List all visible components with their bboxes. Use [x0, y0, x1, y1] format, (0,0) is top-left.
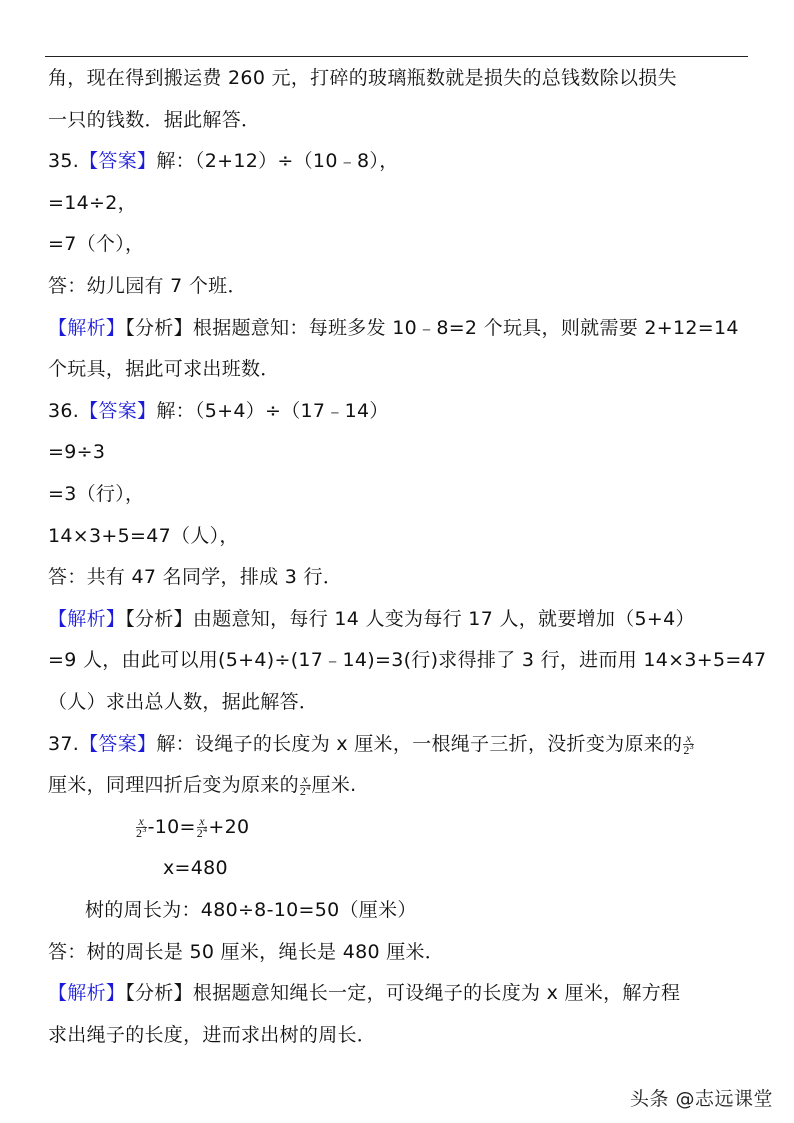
- text-line: [48, 482, 144, 506]
- fraction: [683, 730, 694, 757]
- text-line: [48, 440, 105, 464]
- text-line: [48, 149, 399, 173]
- text-segment: 解：设绳子的长度为 x 厘米，一根绳子三折，没折变为原来的: [156, 732, 683, 755]
- text-segment: 个玩具，据此可求出班数．: [48, 358, 280, 381]
- denominator-base: 2: [683, 742, 690, 757]
- denominator-exponent: 4: [306, 783, 311, 793]
- denominator-exponent: 4: [203, 824, 208, 834]
- watermark: 头条 @志远课堂: [630, 1088, 774, 1110]
- text-segment: 答：幼儿园有 7 个班．: [48, 275, 247, 297]
- text-segment: 解：（2+12）÷（10﹣8），: [156, 150, 399, 173]
- fraction-numerator: x: [685, 730, 692, 745]
- denominator-exponent: 3: [689, 741, 694, 751]
- section-label: 【解析】: [48, 316, 126, 339]
- fraction-denominator: [300, 785, 311, 797]
- text-line: [48, 274, 247, 298]
- denominator-exponent: 3: [142, 824, 147, 834]
- text-segment: 37.: [48, 732, 80, 755]
- text-segment: 答：共有 47 名同学，排成 3 行．: [48, 566, 343, 589]
- text-line: [48, 357, 280, 381]
- fraction-numerator: x: [199, 813, 205, 828]
- text-segment: 解：（5+4）÷（17﹣14）: [156, 399, 389, 422]
- text-line: [48, 191, 137, 215]
- text-segment: （人）求出总人数，据此解答．: [48, 691, 319, 713]
- text-segment: =9 人，由此可以用(5+4)÷(17﹣14)=3(行)求得排了 3 行，进而用 14×3+5=47: [48, 649, 767, 672]
- text-segment: +20: [208, 815, 250, 838]
- text-line: [48, 1023, 376, 1047]
- fraction-numerator: x: [302, 772, 309, 787]
- text-segment: 36.: [48, 399, 80, 422]
- text-segment: 35.: [48, 150, 80, 173]
- fraction-numerator: x: [138, 813, 145, 828]
- text-line: [48, 648, 766, 672]
- text-segment: 树的周长为：480÷8-10=50（厘米）: [85, 899, 417, 921]
- text-segment: 厘米.: [311, 774, 357, 797]
- text-segment: 角，现在得到搬运费 260 元，打碎的玻璃瓶数就是损失的总钱数除以损失: [48, 67, 677, 89]
- section-label: 【答案】: [79, 399, 157, 422]
- text-line: [48, 316, 739, 340]
- text-line: [48, 399, 389, 423]
- text-line: [48, 66, 677, 90]
- denominator-base: 2: [136, 825, 143, 840]
- text-segment: =14÷2，: [48, 191, 137, 214]
- text-segment: 一只的钱数．据此解答．: [48, 108, 261, 131]
- header-rule: [45, 56, 748, 57]
- text-segment: =3（行），: [48, 483, 145, 505]
- text-line: [48, 232, 144, 256]
- text-segment: =7（个），: [48, 233, 145, 256]
- text-line: [48, 108, 260, 132]
- text-line: [48, 690, 318, 714]
- text-segment: 答：树的周长是 50 厘米，绳长是 480 厘米．: [48, 940, 445, 963]
- text-line: [85, 898, 417, 922]
- fraction: [300, 774, 311, 797]
- text-line: [163, 856, 228, 880]
- text-segment: x=480: [163, 857, 228, 880]
- text-segment: 厘米，同理四折后变为原来的: [48, 774, 299, 797]
- text-line: [48, 565, 342, 589]
- text-segment: 14×3+5=47（人），: [48, 524, 239, 547]
- fraction-denominator: [136, 824, 147, 840]
- text-segment: 求出绳子的长度，进而求出树的周长．: [48, 1023, 377, 1046]
- fraction-denominator: [196, 824, 208, 840]
- section-label: 【答案】: [79, 732, 157, 755]
- fraction: [136, 813, 147, 840]
- text-line: [48, 524, 239, 548]
- fraction: [196, 813, 208, 840]
- text-segment: 【分析】由题意知，每行 14 人变为每行 17 人，就要增加（5+4）: [125, 607, 695, 630]
- text-line: [48, 773, 356, 797]
- fraction-denominator: [683, 741, 694, 757]
- text-segment: =9÷3: [48, 441, 106, 464]
- text-line: [48, 940, 444, 964]
- text-line: [48, 981, 680, 1005]
- text-segment: -10=: [147, 815, 196, 838]
- section-label: 【解析】: [48, 607, 126, 630]
- text-line: [48, 732, 695, 756]
- section-label: 【答案】: [79, 150, 157, 173]
- text-segment: 【分析】根据题意知绳长一定，可设绳子的长度为 x 厘米，解方程: [125, 982, 681, 1005]
- section-label: 【解析】: [48, 982, 126, 1005]
- text-line: [135, 815, 249, 839]
- text-segment: 【分析】根据题意知：每班多发 10﹣8=2 个玩具，则就需要 2+12=14: [125, 316, 739, 339]
- denominator-base: 2: [196, 825, 204, 840]
- text-line: [48, 607, 695, 631]
- denominator-base: 2: [299, 784, 307, 799]
